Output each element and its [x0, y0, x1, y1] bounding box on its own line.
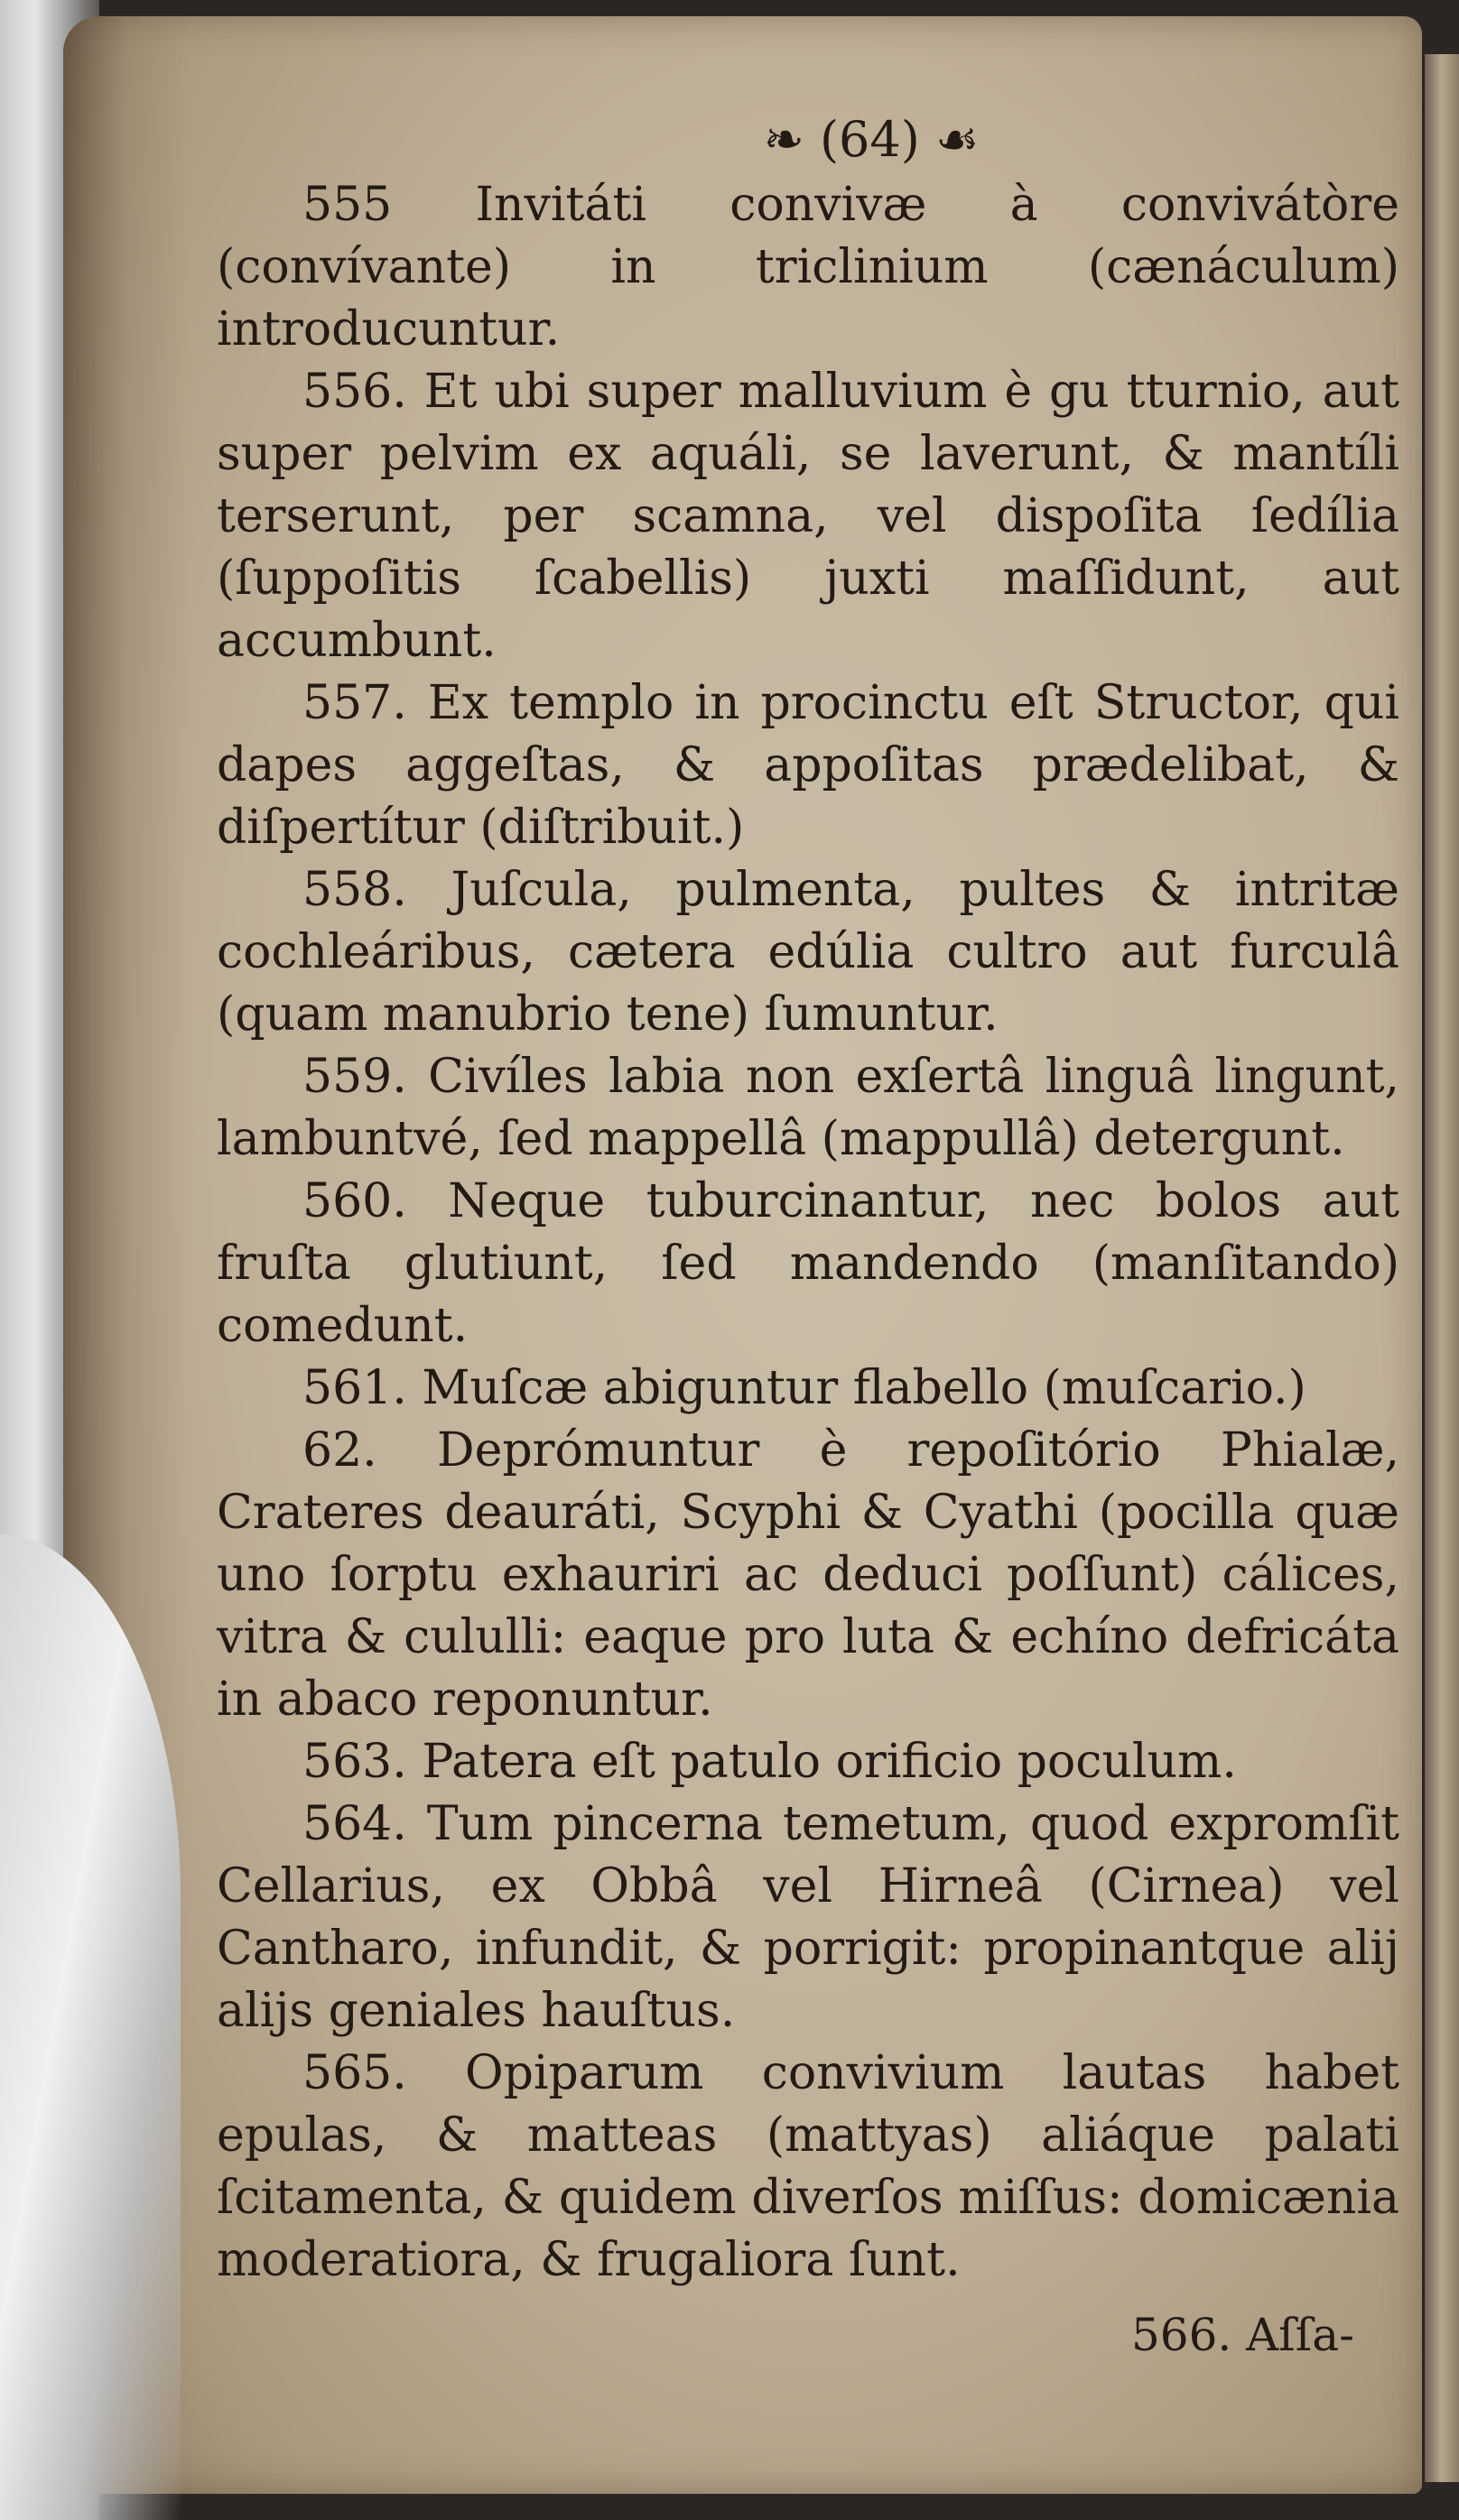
paragraph-number: 62.: [302, 1423, 377, 1478]
paragraph-557: [217, 672, 1399, 859]
paragraph-558: [217, 859, 1399, 1046]
paragraph-number: 560.: [302, 1174, 407, 1228]
paragraph-text: Deprómuntur è repoſitório Phialæ, Crateres deauráti, Scyphi & Cyathi (pocilla quæ uno ſorptu exhauriri ac deduci poſſunt) cálices, vitra & cululli: eaque pro luta & echíno defricáta in abaco reponuntur.: [217, 1423, 1400, 1727]
ornament-right-icon: ☙: [935, 111, 980, 168]
paragraph-text: Opiparum convivium lautas habet epulas, & matteas (mattyas) aliáque palati ſcitamenta, & quidem diverſos miſſus: domicænia moderatiora, & frugaliora ſunt.: [217, 2046, 1399, 2287]
paragraph-565: [217, 2043, 1399, 2292]
paragraph-text: Patera eſt patulo orificio poculum.: [422, 1735, 1237, 1789]
paragraph-number: 555: [302, 178, 393, 232]
page-header: [343, 108, 1399, 171]
paragraph-561: [217, 1357, 1399, 1420]
paragraph-564: [217, 1793, 1399, 2043]
paragraph-number: 559.: [302, 1050, 407, 1104]
paragraph-text: Muſcæ abiguntur flabello (muſcario.): [422, 1361, 1306, 1415]
catchword: 566. Aſſa-: [1130, 2309, 1354, 2361]
paragraph-556: [217, 361, 1399, 672]
paragraph-number: 561.: [302, 1361, 407, 1415]
page-number: (64): [819, 111, 920, 168]
page-text: [217, 108, 1399, 2367]
paragraph-number: 565.: [302, 2046, 407, 2100]
paragraph-number: 556.: [302, 365, 407, 419]
paragraph-text: Neque tuburcinantur, nec bolos aut fruſta glutiunt, ſed mandendo (manſitando) comedunt.: [217, 1174, 1399, 1353]
paragraph-text: Ex templo in procinctu eſt Structor, qui dapes aggeſtas, & appoſitas prædelibat, & diſpertítur (diſtribuit.): [217, 676, 1399, 855]
paragraph-number: 564.: [302, 1797, 407, 1851]
paragraph-text: Et ubi super malluvium è gu tturnio, aut super pelvim ex aquáli, se laverunt, & mantíli terserunt, per scamna, vel dispoſita ſedília (ſuppoſitis ſcabellis) juxti maſſidunt, aut accumbunt.: [217, 365, 1400, 668]
paragraph-563: [217, 1731, 1399, 1793]
paragraph-text: Civíles labia non exſertâ linguâ lingunt, lambuntvé, ſed mappellâ (mappullâ) detergunt.: [217, 1050, 1400, 1166]
paragraph-number: 558.: [302, 863, 407, 917]
paragraph-560: [217, 1171, 1399, 1357]
facing-page-edge: [1425, 54, 1459, 2482]
ornament-left-icon: ❧: [763, 111, 804, 168]
paragraph-text: Tum pincerna temetum, quod expromſit Cellarius, ex Obbâ vel Hirneâ (Cirnea) vel Cantharo, infundit, & porrigit: propinantque alij alijs geniales hauſtus.: [217, 1797, 1400, 2038]
paragraph-559: [217, 1046, 1399, 1171]
paragraph-number: 563.: [302, 1735, 407, 1789]
paragraph-number: 557.: [302, 676, 407, 730]
paragraph-555: [217, 174, 1399, 361]
paragraph-text: Juſcula, pulmenta, pultes & intritæ cochleáribus, cætera edúlia cultro aut furculâ (quam manubrio tene) ſumuntur.: [217, 863, 1399, 1042]
paragraph-text: Invitáti convivæ à convivátòre (convívante) in triclinium (cænáculum) introducuntur.: [217, 178, 1399, 357]
paragraph-562: [217, 1420, 1399, 1731]
